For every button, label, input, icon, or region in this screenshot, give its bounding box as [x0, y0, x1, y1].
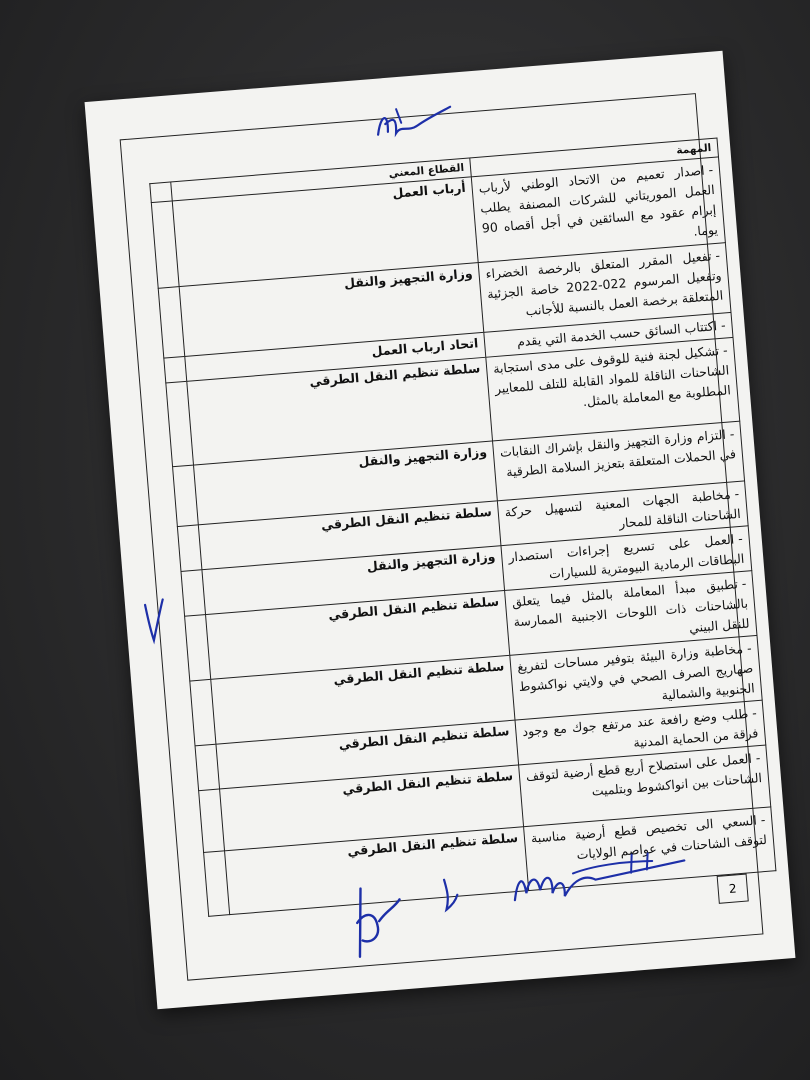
- task-text: العمل على استصلاح أربع قطع أرضية لتوقف الشاحنات بين انواكشوط وبتلميت: [525, 750, 763, 799]
- signature-top: [366, 98, 459, 150]
- header-task: المهمة: [470, 138, 719, 177]
- task-cell: -مخاطبة وزارة البيئة بتوفير مساحات لتفريغ صهاريج الصرف الصحي في ولايتي نواكشوط الجنوبية والشمالية: [510, 635, 762, 720]
- sector-cell: وزارة التجهيز والنقل: [202, 546, 504, 615]
- sector-cell: اتحاد ارباب العمل: [185, 332, 486, 381]
- empty-cell: [164, 356, 187, 383]
- task-cell: -العمل على تسريع إجراءات استصدار البطاقات الرمادية البيومترية للسيارات: [501, 526, 752, 591]
- task-cell: -مخاطبة الجهات المعنية لتسهيل حركة الشاحنات الناقلة للمحار: [497, 481, 748, 546]
- sector-cell: سلطة تنظيم النقل الطرقي: [206, 591, 510, 680]
- sector-cell: وزارة التجهيز والنقل: [194, 441, 498, 525]
- empty-cell: [181, 570, 206, 617]
- task-text: العمل على تسريع إجراءات استصدار البطاقات الرمادية البيومترية للسيارات: [507, 531, 745, 582]
- empty-cell: [177, 525, 202, 572]
- task-text: مخاطبة الجهات المعنية لتسهيل حركة الشاحنات الناقلة للمحار: [504, 486, 742, 531]
- sector-cell: سلطة تنظيم النقل الطرقي: [187, 357, 493, 465]
- task-text: اكتتاب السائق حسب الخدمة التي يقدم: [516, 318, 718, 350]
- task-text: تفعيل المقرر المتعلق بالرخصة الخضراء وتفعيل المرسوم 022-2022 خاصة الجزئية المتعلقة برخصة العمل بالنسبة للأجانب: [485, 248, 724, 319]
- task-text: السعي الى تخصيص قطع أرضية مناسبة لتوقف الشاحنات في عواصم الولايات: [530, 812, 768, 863]
- signature-bottom-1: [338, 879, 414, 964]
- task-cell: -تشكيل لجنة فنية للوقوف على مدى استجابة الشاحنات الناقلة للمواد القابلة للتلف للمعايير المطلوبة مع المعاملة بالمثل.: [486, 337, 740, 441]
- document-page: [85, 51, 796, 1009]
- sector-cell: سلطة تنظيم النقل الطرقي: [211, 655, 515, 744]
- sector-cell: سلطة تنظيم النقل الطرقي: [216, 720, 518, 789]
- task-text: تطبيق مبدأ المعاملة بالمثل فيما يتعلق بالشاحنات ذات اللوحات الاجنبية الممارسة للنقل البيني: [511, 576, 751, 636]
- task-text: التزام وزارة التجهيز والنقل بإشراك النقابات في الحملات المتعلقة بتعزيز السلامة الطرقية: [499, 426, 737, 480]
- sector-cell: أرباب العمل: [172, 177, 478, 287]
- task-cell: -طلب وضع رافعة عند مرتفع جوك مع وجود فرقة من الحماية المدنية: [515, 700, 766, 765]
- task-cell: -التزام وزارة التجهيز والنقل بإشراك النقابات في الحملات المتعلقة بتعزيز السلامة الطرقية: [493, 421, 745, 501]
- task-cell: -اكتتاب السائق حسب الخدمة التي يقدم: [484, 312, 733, 357]
- task-cell: -السعي الى تخصيص قطع أرضية مناسبة لتوقف الشاحنات في عواصم الولايات: [524, 807, 776, 891]
- header-empty: [150, 182, 173, 203]
- signature-bottom-2: [438, 874, 465, 916]
- header-sector: القطاع المعني: [171, 158, 471, 201]
- task-text: طلب وضع رافعة عند مرتفع جوك مع وجود فرقة من الحماية المدنية: [521, 705, 759, 751]
- task-text: اصدار تعميم من الاتحاد الوطني لأرباب العمل الموريتاني للشركات المصنفة يطلب إبرام عقود مع السائقين في أجل أقصاه 90 يوما.: [478, 162, 719, 239]
- task-cell: -تفعيل المقرر المتعلق بالرخصة الخضراء وتفعيل المرسوم 022-2022 خاصة الجزئية المتعلقة برخصة العمل بالنسبة للأجانب: [478, 243, 731, 333]
- task-text: تشكيل لجنة فنية للوقوف على مدى استجابة الشاحنات الناقلة للمواد القابلة للتلف للمعايير المطلوبة مع المعاملة بالمثل.: [492, 343, 732, 410]
- sector-cell: سلطة تنظيم النقل الطرقي: [220, 765, 524, 851]
- sector-cell: سلطة تنظيم النقل الطرقي: [225, 827, 529, 915]
- task-text: مخاطبة وزارة البيئة بتوفير مساحات لتفريغ صهاريج الصرف الصحي في ولايتي نواكشوط الجنوبية والشمالية: [516, 641, 756, 703]
- task-cell: -العمل على استصلاح أربع قطع أرضية لتوقف الشاحنات بين انواكشوط وبتلميت: [519, 745, 771, 827]
- task-cell: -اصدار تعميم من الاتحاد الوطني لأرباب العمل الموريتاني للشركات المصنفة يطلب إبرام عقود مع السائقين في أجل أقصاه 90 يوما.: [471, 157, 725, 263]
- sector-cell: سلطة تنظيم النقل الطرقي: [198, 501, 500, 570]
- task-cell: -تطبيق مبدأ المعاملة بالمثل فيما يتعلق بالشاحنات ذات اللوحات الاجنبية الممارسة للنقل البيني: [505, 571, 757, 656]
- sector-cell: وزارة التجهيز والنقل: [179, 263, 483, 357]
- tasks-table: [149, 137, 776, 916]
- margin-check-mark: [136, 595, 170, 647]
- page-number: 2: [717, 874, 749, 904]
- empty-cell: [195, 744, 220, 791]
